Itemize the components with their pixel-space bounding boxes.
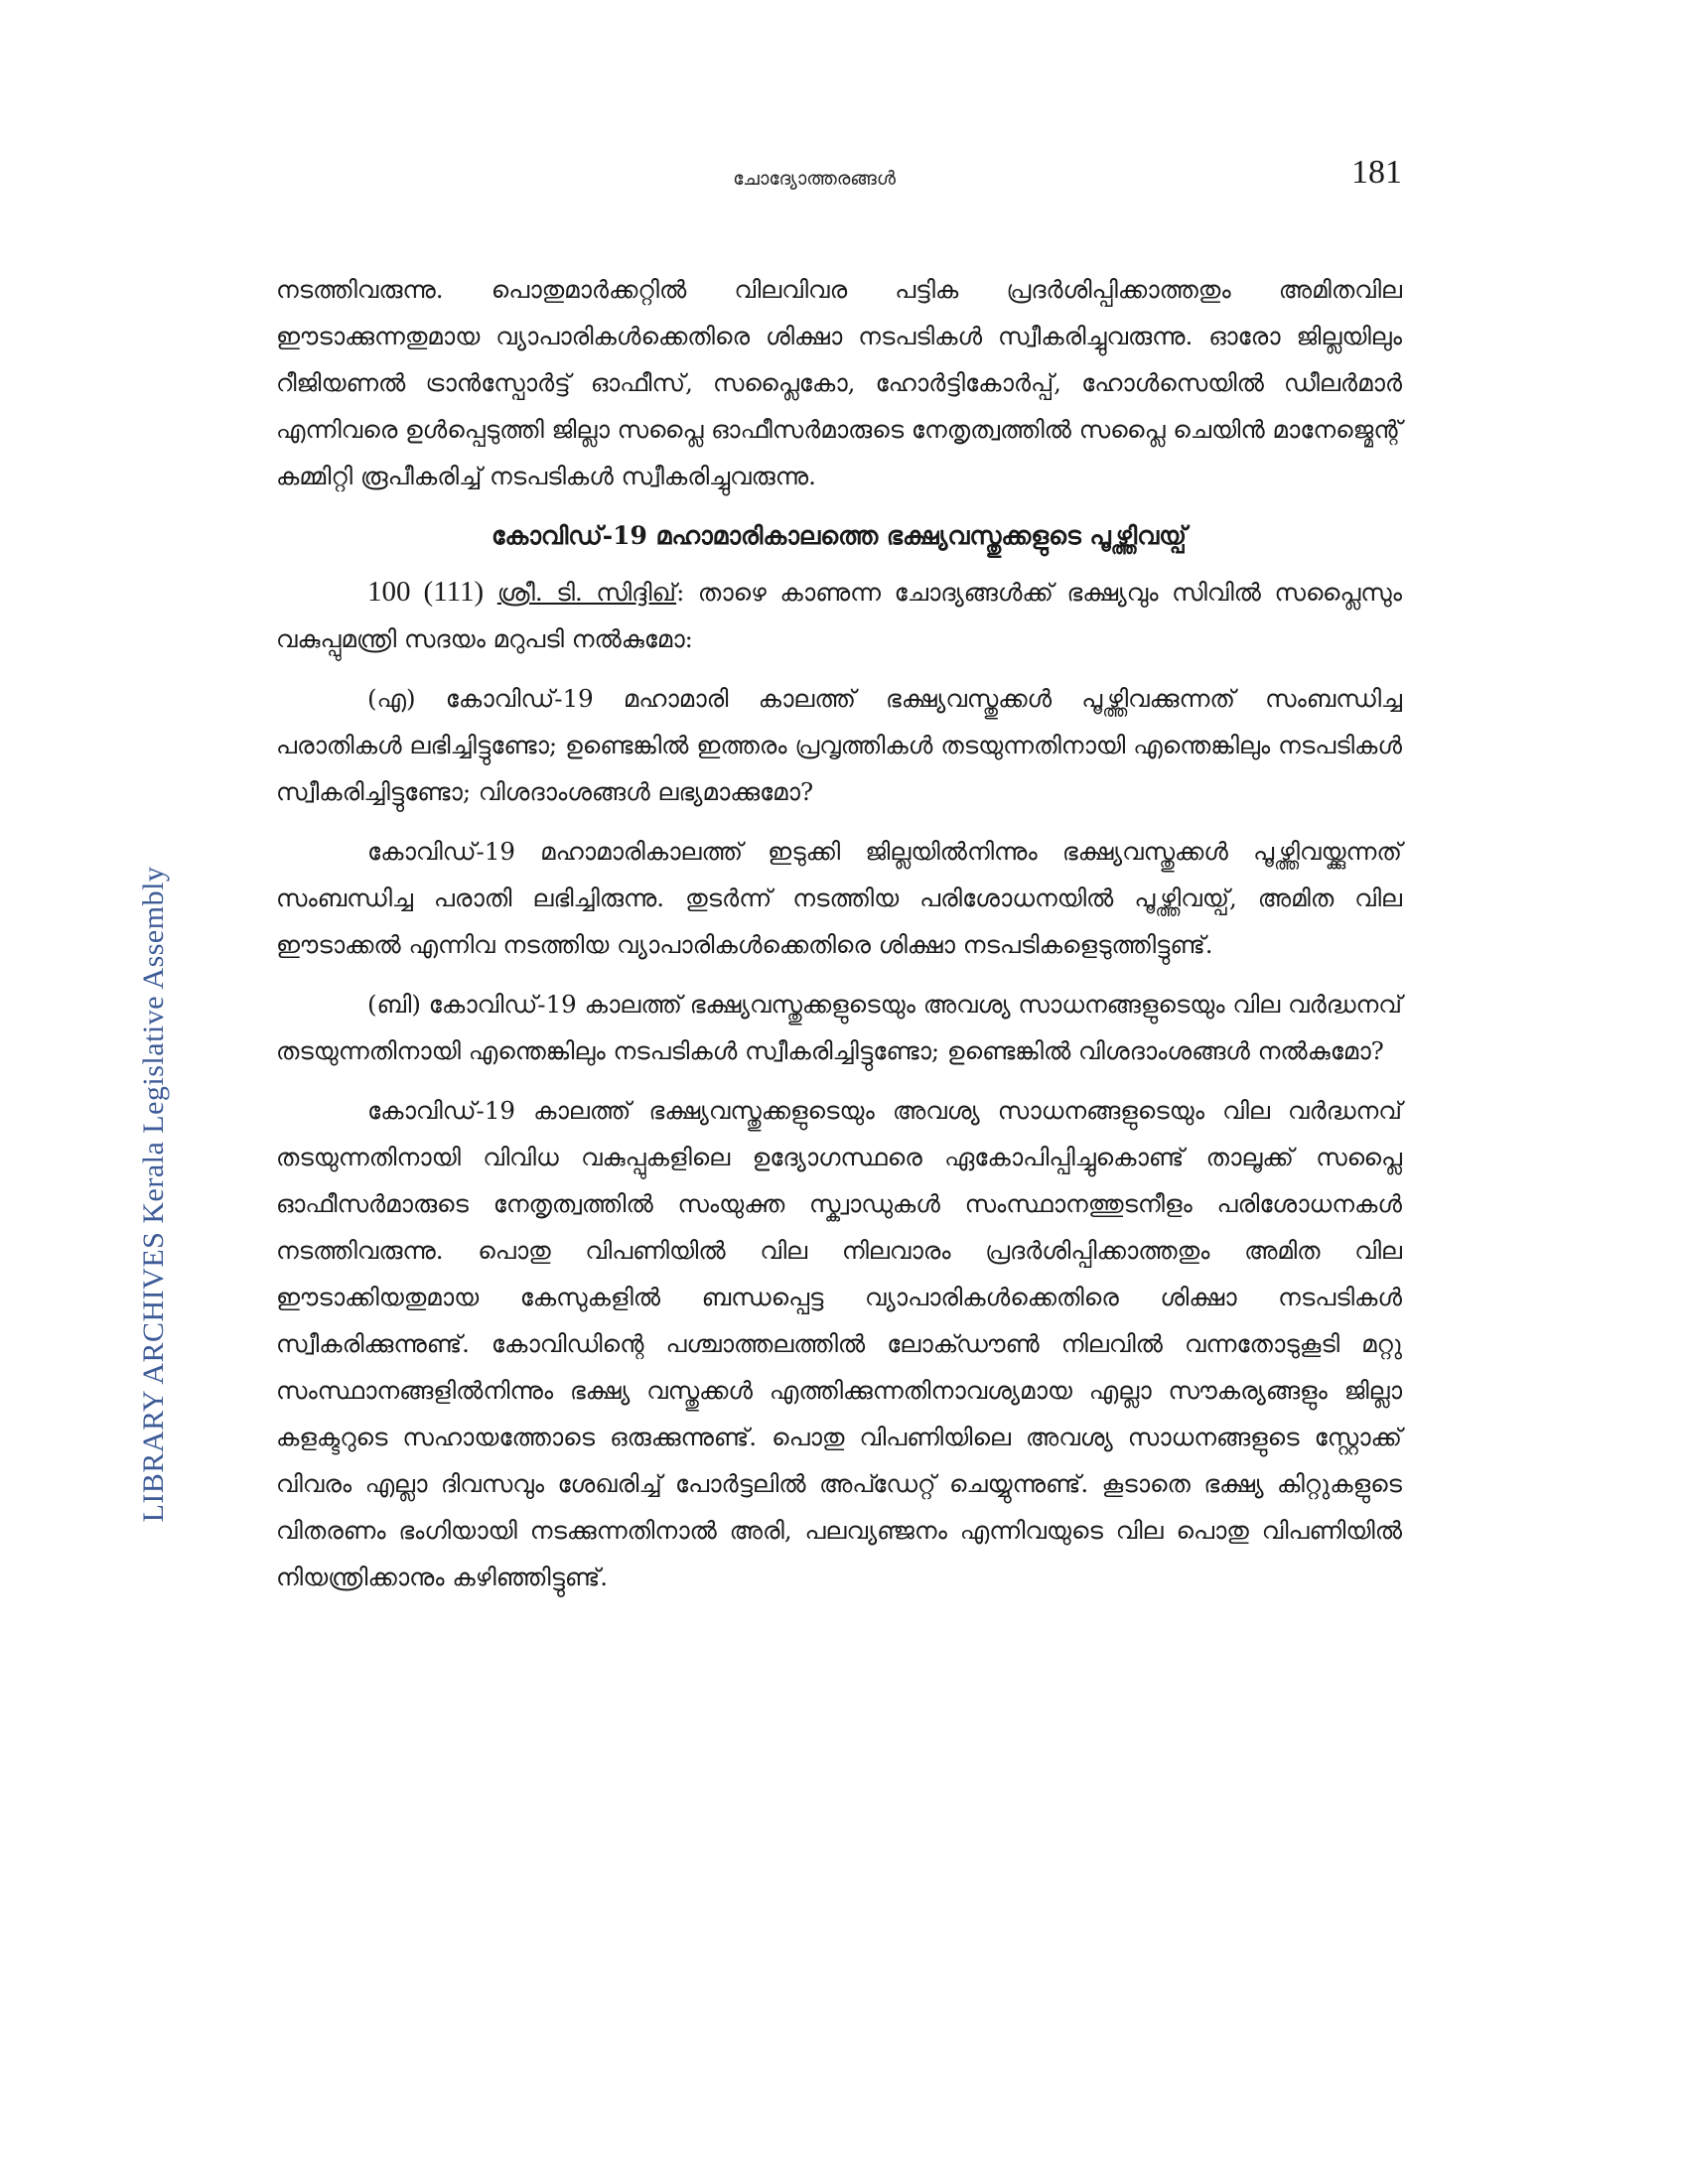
- question-b: (ബി) കോവിഡ്-19 കാലത്ത് ഭക്ഷ്യവസ്തുക്കളുടെയും അവശ്യ സാധനങ്ങളുടെയും വില വർദ്ധനവ് തടയുന്നതിനായി എന്തെങ്കിലും നടപടികൾ സ്വീകരിച്ചിട്ടുണ്ടോ; ഉണ്ടെങ്കിൽ വിശദാംശങ്ങൾ നൽകുമോ?: [276, 990, 1402, 1065]
- member-name: ശ്രീ. ടി. സിദ്ദിഖ്: [496, 578, 677, 607]
- page-body: [276, 266, 1402, 1613]
- continuation-paragraph: നടത്തിവരുന്നു. പൊതുമാർക്കറ്റിൽ വിലവിവര പട്ടിക പ്രദർശിപ്പിക്കാത്തതും അമിതവില ഈടാക്കുന്നതുമായ വ്യാപാരികൾക്കെതിരെ ശിക്ഷാ നടപടികൾ സ്വീകരിച്ചുവരുന്നു. ഓരോ ജില്ലയിലും റീജിയണൽ ട്രാൻസ്പോർട്ട് ഓഫീസ്, സപ്ലൈകോ, ഹോർട്ടികോർപ്പ്, ഹോൾസെയിൽ ഡീലർമാർ എന്നിവരെ ഉൾപ്പെടുത്തി ജില്ലാ സപ്ലൈ ഓഫീസർമാരുടെ നേതൃത്വത്തിൽ സപ്ലൈ ചെയിൻ മാനേജ്മെന്റ് കമ്മിറ്റി രൂപീകരിച്ച് നടപടികൾ സ്വീകരിച്ചുവരുന്നു.: [276, 275, 1402, 490]
- running-head-title: ചോദ്യോത്തരങ്ങൾ: [733, 168, 896, 190]
- question-a: (എ) കോവിഡ്-19 മഹാമാരി കാലത്ത് ഭക്ഷ്യവസ്തുക്കൾ പൂഴ്ത്തിവക്കുന്നത് സംബന്ധിച്ച പരാതികൾ ലഭിച്ചിട്ടുണ്ടോ; ഉണ്ടെങ്കിൽ ഇത്തരം പ്രവൃത്തികൾ തടയുന്നതിനായി എന്തെങ്കിലും നടപടികൾ സ്വീകരിച്ചിട്ടുണ്ടോ; വിശദാംശങ്ങൾ ലഭ്യമാക്കുമോ?: [276, 684, 1402, 806]
- section-heading: കോവിഡ്-19 മഹാമാരികാലത്തെ ഭക്ഷ്യവസ്തുക്കളുടെ പൂഴ്ത്തിവയ്പ്: [492, 521, 1187, 550]
- library-archives-watermark: LIBRARY ARCHIVES Kerala Legislative Assembly: [137, 866, 170, 1523]
- question-number: 100 (111): [367, 576, 485, 608]
- page-number: 181: [1351, 154, 1402, 191]
- answer-b: കോവിഡ്-19 കാലത്ത് ഭക്ഷ്യവസ്തുക്കളുടെയും അവശ്യ സാധനങ്ങളുടെയും വില വർദ്ധനവ് തടയുന്നതിനായി വിവിധ വകുപ്പുകളിലെ ഉദ്യോഗസ്ഥരെ ഏകോപിപ്പിച്ചുകൊണ്ട് താലൂക്ക് സപ്ലൈ ഓഫീസർമാരുടെ നേതൃത്വത്തിൽ സംയുക്ത സ്ക്വാഡുകൾ സംസ്ഥാനത്തുടനീളം പരിശോധനകൾ നടത്തിവരുന്നു. പൊതു വിപണിയിൽ വില നിലവാരം പ്രദർശിപ്പിക്കാത്തതും അമിത വില ഈടാക്കിയതുമായ കേസുകളിൽ ബന്ധപ്പെട്ട വ്യാപാരികൾക്കെതിരെ ശിക്ഷാ നടപടികൾ സ്വീകരിക്കുന്നുണ്ട്. കോവിഡിന്റെ പശ്ചാത്തലത്തിൽ ലോക്ഡൗൺ നിലവിൽ വന്നതോടുകൂടി മറ്റു സംസ്ഥാനങ്ങളിൽനിന്നും ഭക്ഷ്യ വസ്തുക്കൾ എത്തിക്കുന്നതിനാവശ്യമായ എല്ലാ സൗകര്യങ്ങളും ജില്ലാ കളക്ടറുടെ സഹായത്തോടെ ഒരുക്കുന്നുണ്ട്. പൊതു വിപണിയിലെ അവശ്യ സാധനങ്ങളുടെ സ്റ്റോക്ക് വിവരം എല്ലാ ദിവസവും ശേഖരിച്ച് പോർട്ടലിൽ അപ്ഡേറ്റ് ചെയ്യുന്നുണ്ട്. കൂടാതെ ഭക്ഷ്യ കിറ്റുകളുടെ വിതരണം ഭംഗിയായി നടക്കുന്നതിനാൽ അരി, പലവ്യഞ്ജനം എന്നിവയുടെ വില പൊതു വിപണിയിൽ നിയന്ത്രിക്കാനും കഴിഞ്ഞിട്ടുണ്ട്.: [276, 1096, 1402, 1591]
- question-intro-paragraph: [276, 569, 1402, 662]
- answer-a: കോവിഡ്-19 മഹാമാരികാലത്ത് ഇടുക്കി ജില്ലയിൽനിന്നും ഭക്ഷ്യവസ്തുക്കൾ പൂഴ്ത്തിവയ്ക്കുന്നത് സംബന്ധിച്ച പരാതി ലഭിച്ചിരുന്നു. തുടർന്ന് നടത്തിയ പരിശോധനയിൽ പൂഴ്ത്തിവയ്പ്, അമിത വില ഈടാക്കൽ എന്നിവ നടത്തിയ വ്യാപാരികൾക്കെതിരെ ശിക്ഷാ നടപടികളെടുത്തിട്ടുണ്ട്.: [276, 837, 1402, 959]
- question-intro-text: : താഴെ കാണുന്ന ചോദ്യങ്ങൾക്ക് ഭക്ഷ്യവും സിവിൽ സപ്ലൈസും വകുപ്പുമന്ത്രി സദയം മറുപടി നൽകുമോ:: [276, 578, 1402, 653]
